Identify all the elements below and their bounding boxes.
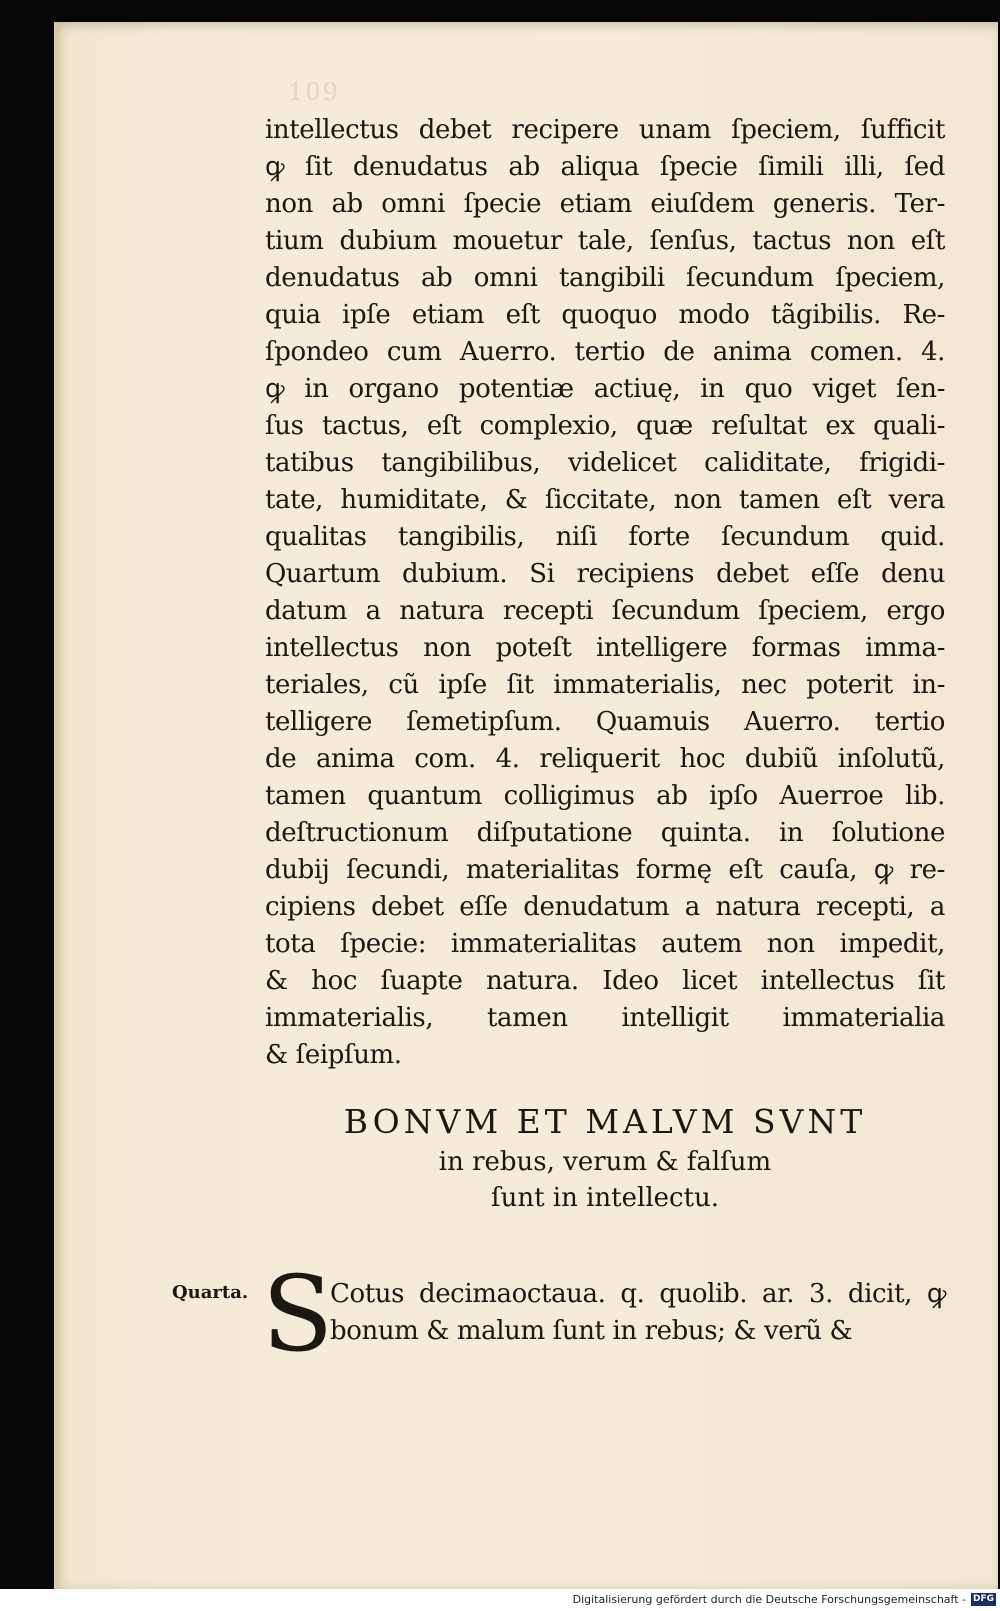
text-line: datum a natura recepti ſecundum ſpeciem, ergo [265, 596, 945, 626]
text-line: Cotus decimaoctaua. q. quolib. ar. 3. dicit, ꝙ [330, 1279, 946, 1309]
faint-page-number: 109 [288, 78, 340, 106]
text-line: dubij ſecundi, materialitas formę eſt cauſa, ꝙ re- [265, 855, 945, 885]
text-line: tate, humiditate, & ſiccitate, non tamen eſt vera [265, 485, 945, 515]
heading-line: ſunt in intellectu. [490, 1183, 720, 1213]
text-line: Quartum dubium. Si recipiens debet eſſe denu [265, 559, 945, 589]
text-line: tamen quantum colligimus ab ipſo Auerroe lib. [265, 781, 945, 811]
text-line: intellectus debet recipere unam ſpeciem, ſufficit [265, 115, 945, 145]
drop-cap-initial: S [262, 1253, 334, 1375]
text-line: & ſeipſum. [265, 1040, 402, 1070]
section-heading [265, 1100, 945, 1216]
funding-credit: Digitalisierung gefördert durch die Deutsche Forschungsgemeinschaft - [572, 1593, 966, 1606]
text-line: denudatus ab omni tangibili ſecundum ſpeciem, [265, 263, 945, 293]
text-line: intellectus non poteſt intelligere formas imma- [265, 633, 945, 663]
text-line: immaterialis, tamen intelligit immaterialia [265, 1003, 945, 1033]
text-line: & hoc ſuapte natura. Ideo licet intellectus ſit [265, 966, 945, 996]
text-line: deſtructionum diſputatione quinta. in ſolutione [265, 818, 945, 848]
heading-line: BONVM ET MALVM SVNT [343, 1102, 867, 1141]
text-line: tatibus tangibilibus, videlicet caliditate, frigidi- [265, 448, 945, 478]
paragraph-start [330, 1276, 946, 1350]
text-line: ꝙ in organo potentiæ actiuę, in quo viget ſen- [265, 374, 945, 404]
text-line: qualitas tangibilis, niſi forte ſecundum quid. [265, 522, 945, 552]
body-text [265, 112, 945, 1074]
page-edge [54, 22, 57, 1590]
text-line: ꝙ ſit denudatus ab aliqua ſpecie ſimili illi, ſed [265, 152, 945, 182]
text-line: teriales, cũ ipſe ſit immaterialis, nec poterit in- [265, 670, 945, 700]
text-line: quia ipſe etiam eſt quoquo modo tãgibilis. Re- [265, 300, 945, 330]
text-line: de anima com. 4. reliquerit hoc dubiũ inſolutũ, [265, 744, 945, 774]
text-line: ſus tactus, eſt complexio, quæ reſultat ex quali- [265, 411, 945, 441]
text-line: telligere ſemetipſum. Quamuis Auerro. tertio [265, 707, 945, 737]
text-line: bonum & malum ſunt in rebus; & verũ & [330, 1316, 853, 1346]
margin-note: Quarta. [172, 1282, 249, 1303]
text-line: cipiens debet eſſe denudatum a natura recepti, a [265, 892, 945, 922]
footer-credit-bar [0, 1589, 1000, 1611]
dfg-logo: DFG [972, 1594, 994, 1604]
text-line: tota ſpecie: immaterialitas autem non impedit, [265, 929, 945, 959]
text-line: ſpondeo cum Auerro. tertio de anima comen. 4. [265, 337, 945, 367]
text-line: non ab omni ſpecie etiam eiuſdem generis. Ter- [265, 189, 945, 219]
text-line: tium dubium mouetur tale, ſenſus, tactus non eſt [265, 226, 945, 256]
heading-line: in rebus, verum & falſum [438, 1147, 772, 1177]
